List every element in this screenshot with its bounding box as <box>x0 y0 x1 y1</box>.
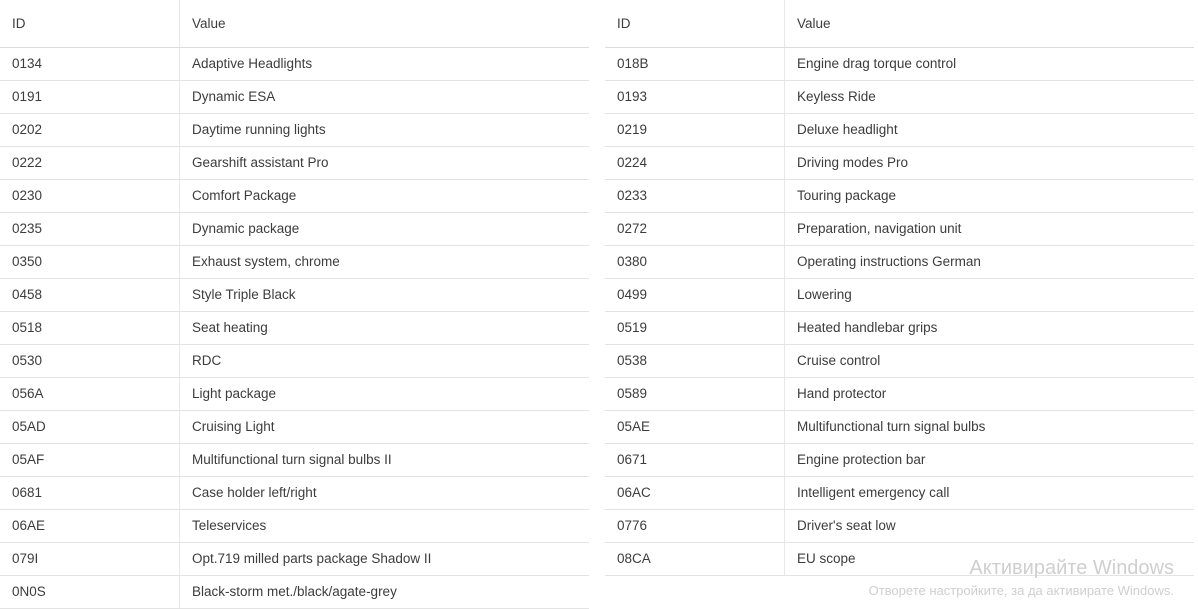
cell-id: 0202 <box>0 114 180 147</box>
cell-id: 0530 <box>0 345 180 378</box>
table-row <box>0 510 589 543</box>
cell-id: 0538 <box>605 345 785 378</box>
cell-id: 0230 <box>0 180 180 213</box>
cell-id: 0671 <box>605 444 785 477</box>
right-table-wrapper <box>605 0 1194 609</box>
cell-value: Style Triple Black <box>180 279 590 312</box>
table-row <box>605 378 1194 411</box>
watermark-subtitle: Отворете настройките, за да активирате Windows. <box>868 583 1174 598</box>
cell-id: 056A <box>0 378 180 411</box>
cell-id: 0134 <box>0 48 180 81</box>
cell-id: 0519 <box>605 312 785 345</box>
cell-id: 0589 <box>605 378 785 411</box>
table-row <box>0 378 589 411</box>
table-row <box>0 576 589 609</box>
cell-id: 0191 <box>0 81 180 114</box>
cell-value: Multifunctional turn signal bulbs II <box>180 444 590 477</box>
cell-value: Exhaust system, chrome <box>180 246 590 279</box>
cell-value: Intelligent emergency call <box>785 477 1195 510</box>
table-row <box>605 279 1194 312</box>
cell-value: Engine drag torque control <box>785 48 1195 81</box>
table-row <box>0 213 589 246</box>
cell-id: 05AE <box>605 411 785 444</box>
cell-id: 0193 <box>605 81 785 114</box>
cell-value: Hand protector <box>785 378 1195 411</box>
table-row <box>605 48 1194 81</box>
cell-value: Keyless Ride <box>785 81 1195 114</box>
cell-id: 0235 <box>0 213 180 246</box>
cell-value: Engine protection bar <box>785 444 1195 477</box>
cell-id: 0499 <box>605 279 785 312</box>
table-row <box>605 81 1194 114</box>
cell-value: Touring package <box>785 180 1195 213</box>
cell-value: Dynamic package <box>180 213 590 246</box>
right-table-body <box>605 48 1194 576</box>
cell-value: RDC <box>180 345 590 378</box>
cell-id: 0681 <box>0 477 180 510</box>
table-row <box>605 114 1194 147</box>
column-header-value: Value <box>180 0 590 48</box>
cell-value: Dynamic ESA <box>180 81 590 114</box>
table-row <box>605 213 1194 246</box>
table-row <box>0 477 589 510</box>
table-row <box>605 411 1194 444</box>
table-row <box>605 543 1194 576</box>
left-table-wrapper <box>0 0 589 609</box>
table-row <box>0 543 589 576</box>
cell-value: Teleservices <box>180 510 590 543</box>
table-header-row <box>605 0 1194 48</box>
table-row <box>0 312 589 345</box>
column-header-id: ID <box>0 0 180 48</box>
cell-value: Cruise control <box>785 345 1195 378</box>
cell-value: Heated handlebar grips <box>785 312 1195 345</box>
column-header-value: Value <box>785 0 1195 48</box>
table-row <box>0 114 589 147</box>
left-table-body <box>0 48 589 609</box>
cell-id: 0233 <box>605 180 785 213</box>
cell-value: Driving modes Pro <box>785 147 1195 180</box>
cell-id: 0N0S <box>0 576 180 609</box>
right-table <box>605 0 1194 576</box>
cell-id: 0224 <box>605 147 785 180</box>
cell-value: Driver's seat low <box>785 510 1195 543</box>
cell-value: Black-storm met./black/agate-grey <box>180 576 590 609</box>
cell-value: Deluxe headlight <box>785 114 1195 147</box>
table-row <box>605 345 1194 378</box>
table-row <box>0 147 589 180</box>
table-header-row <box>0 0 589 48</box>
cell-value: Multifunctional turn signal bulbs <box>785 411 1195 444</box>
cell-value: EU scope <box>785 543 1195 576</box>
table-row <box>0 279 589 312</box>
cell-id: 05AF <box>0 444 180 477</box>
cell-value: Adaptive Headlights <box>180 48 590 81</box>
column-header-id: ID <box>605 0 785 48</box>
cell-value: Seat heating <box>180 312 590 345</box>
table-row <box>0 411 589 444</box>
cell-id: 0222 <box>0 147 180 180</box>
table-row <box>0 81 589 114</box>
cell-value: Comfort Package <box>180 180 590 213</box>
cell-id: 0272 <box>605 213 785 246</box>
cell-id: 018B <box>605 48 785 81</box>
cell-value: Light package <box>180 378 590 411</box>
table-row <box>605 246 1194 279</box>
cell-id: 0380 <box>605 246 785 279</box>
cell-value: Daytime running lights <box>180 114 590 147</box>
table-row <box>605 147 1194 180</box>
cell-value: Operating instructions German <box>785 246 1195 279</box>
table-row <box>0 48 589 81</box>
cell-value: Preparation, navigation unit <box>785 213 1195 246</box>
cell-id: 0219 <box>605 114 785 147</box>
table-row <box>605 180 1194 213</box>
cell-value: Case holder left/right <box>180 477 590 510</box>
table-row <box>0 444 589 477</box>
cell-value: Cruising Light <box>180 411 590 444</box>
left-table-head <box>0 0 589 48</box>
table-row <box>605 477 1194 510</box>
table-row <box>605 444 1194 477</box>
left-table <box>0 0 589 609</box>
cell-id: 06AE <box>0 510 180 543</box>
cell-id: 05AD <box>0 411 180 444</box>
cell-value: Gearshift assistant Pro <box>180 147 590 180</box>
right-table-head <box>605 0 1194 48</box>
cell-value: Lowering <box>785 279 1195 312</box>
table-row <box>605 510 1194 543</box>
cell-id: 0350 <box>0 246 180 279</box>
table-row <box>0 246 589 279</box>
table-row <box>0 345 589 378</box>
table-row <box>605 312 1194 345</box>
cell-id: 0776 <box>605 510 785 543</box>
cell-id: 08CA <box>605 543 785 576</box>
cell-value: Opt.719 milled parts package Shadow II <box>180 543 590 576</box>
cell-id: 0458 <box>0 279 180 312</box>
table-row <box>0 180 589 213</box>
cell-id: 079I <box>0 543 180 576</box>
cell-id: 06AC <box>605 477 785 510</box>
watermark-title: Активирайте Windows <box>969 557 1174 579</box>
cell-id: 0518 <box>0 312 180 345</box>
